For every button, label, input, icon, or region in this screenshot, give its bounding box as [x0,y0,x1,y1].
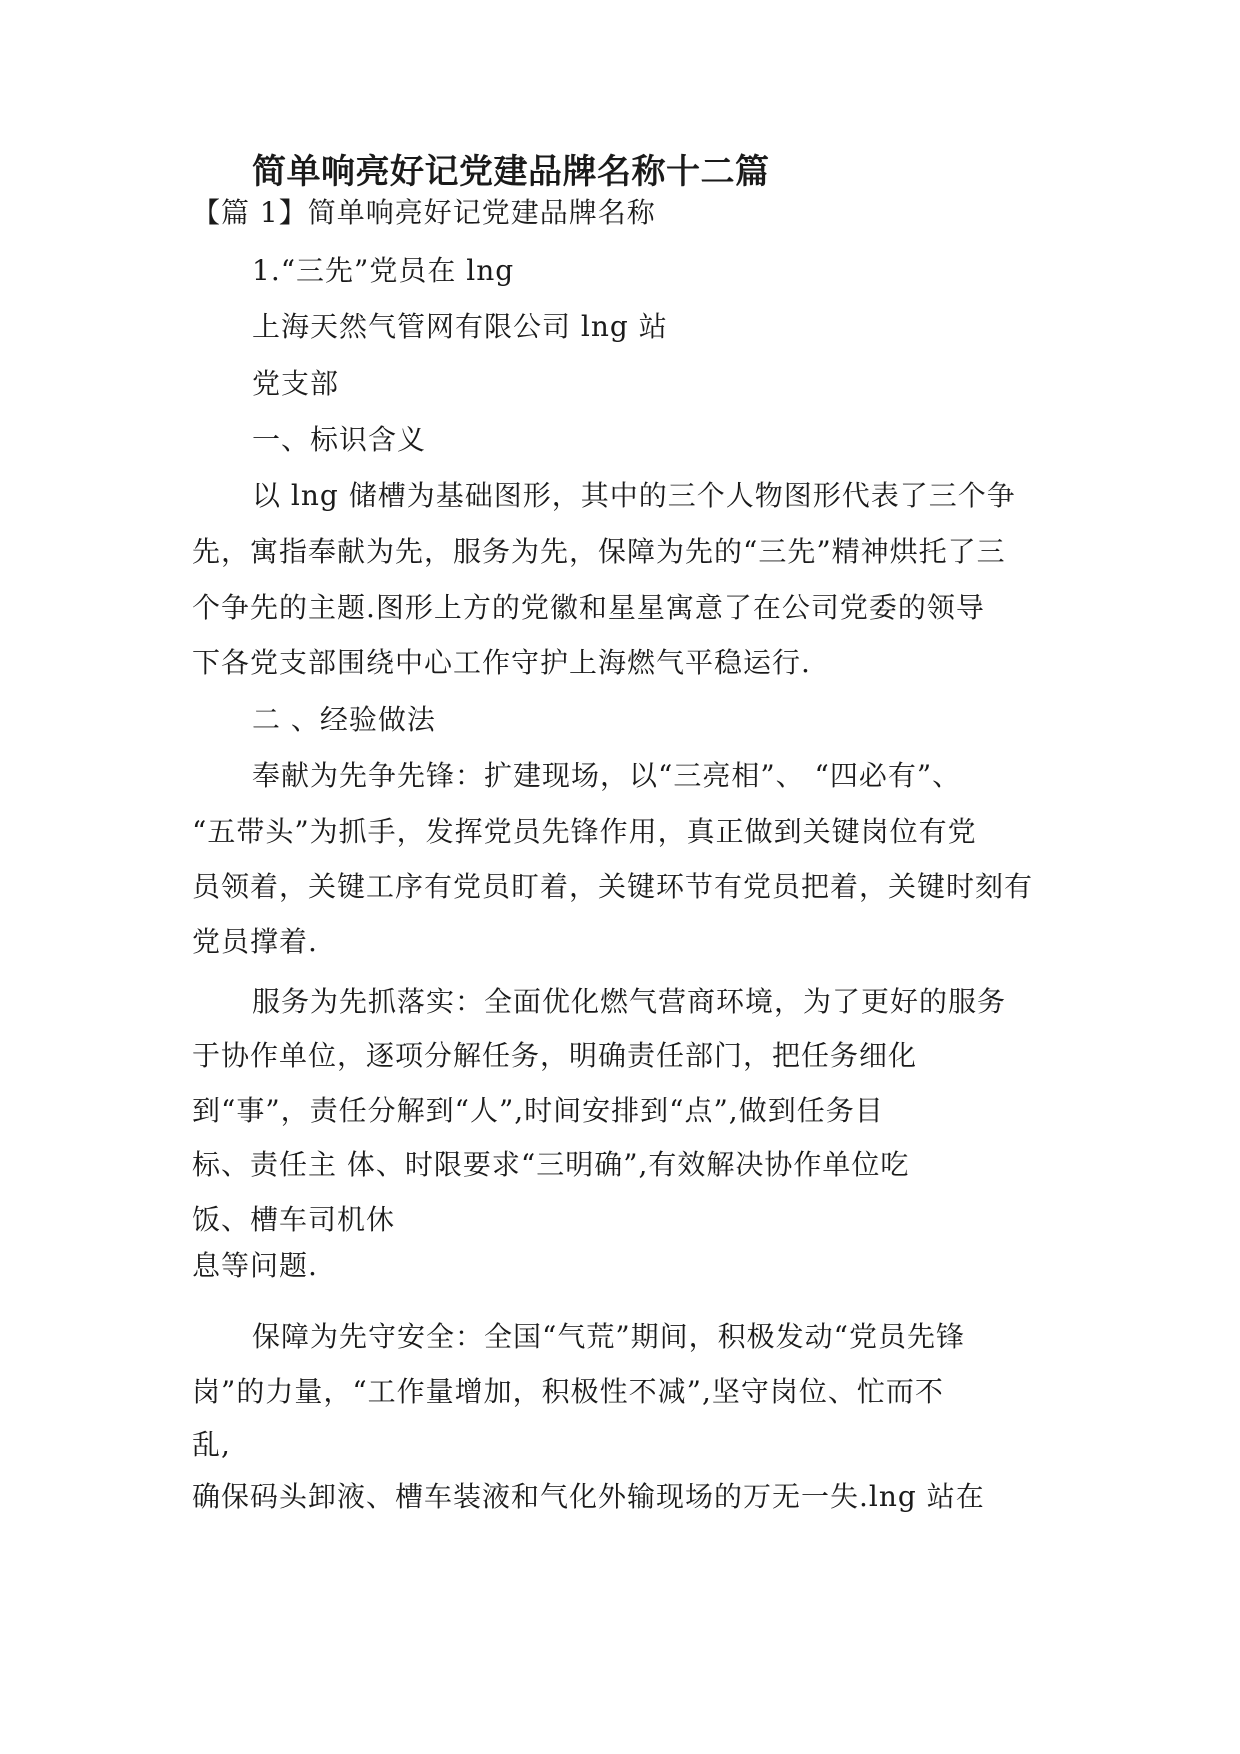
paragraph-line: 服务为先抓落实：全面优化燃气营商环境，为了更好的服务 [252,985,1007,1018]
paragraph-line: 标、责任主 体、时限要求“三明确”,有效解决协作单位吃 [192,1148,910,1181]
paragraph-line: 确保码头卸液、槽车装液和气化外输现场的万无一失.lng 站在 [192,1480,985,1513]
brand-item-heading: 1.“三先”党员在 lng [252,254,515,287]
paragraph-line: 乱, [192,1428,231,1461]
paragraph-line: 员领着，关键工序有党员盯着，关键环节有党员把着，关键时刻有 [192,870,1034,903]
subheading: 二 、经验做法 [252,703,436,736]
paragraph-line: 党员撑着. [192,925,318,958]
paragraph-line: 先，寓指奉献为先，服务为先，保障为先的“三先”精神烘托了三 [192,535,1006,568]
paragraph-line: 以 lng 储槽为基础图形，其中的三个人物图形代表了三个争 [252,479,1016,512]
section-heading: 【篇 1】简单响亮好记党建品牌名称 [192,196,656,229]
organization-line: 上海天然气管网有限公司 lng 站 [252,310,668,343]
paragraph-line: 保障为先守安全：全国“气荒”期间，积极发动“党员先锋 [252,1320,965,1353]
paragraph-line: 饭、槽车司机休 [192,1203,396,1236]
paragraph-line: 下各党支部围绕中心工作守护上海燃气平稳运行. [192,646,811,679]
organization-line: 党支部 [252,367,340,400]
paragraph-line: 息等问题. [192,1249,318,1282]
paragraph-line: 奉献为先争先锋：扩建现场，以“三亮相”、 “四必有”、 [252,759,962,792]
paragraph-line: 到“事”，责任分解到“人”,时间安排到“点”,做到任务目 [192,1094,884,1127]
paragraph-line: “五带头”为抓手，发挥党员先锋作用，真正做到关键岗位有党 [192,815,977,848]
document-title: 简单响亮好记党建品牌名称十二篇 [252,152,770,192]
paragraph-line: 岗”的力量，“工作量增加，积极性不减”,坚守岗位、忙而不 [192,1375,944,1408]
paragraph-line: 于协作单位，逐项分解任务，明确责任部门，把任务细化 [192,1039,918,1072]
subheading: 一、标识含义 [252,423,427,456]
paragraph-line: 个争先的主题.图形上方的党徽和星星寓意了在公司党委的领导 [192,591,985,624]
